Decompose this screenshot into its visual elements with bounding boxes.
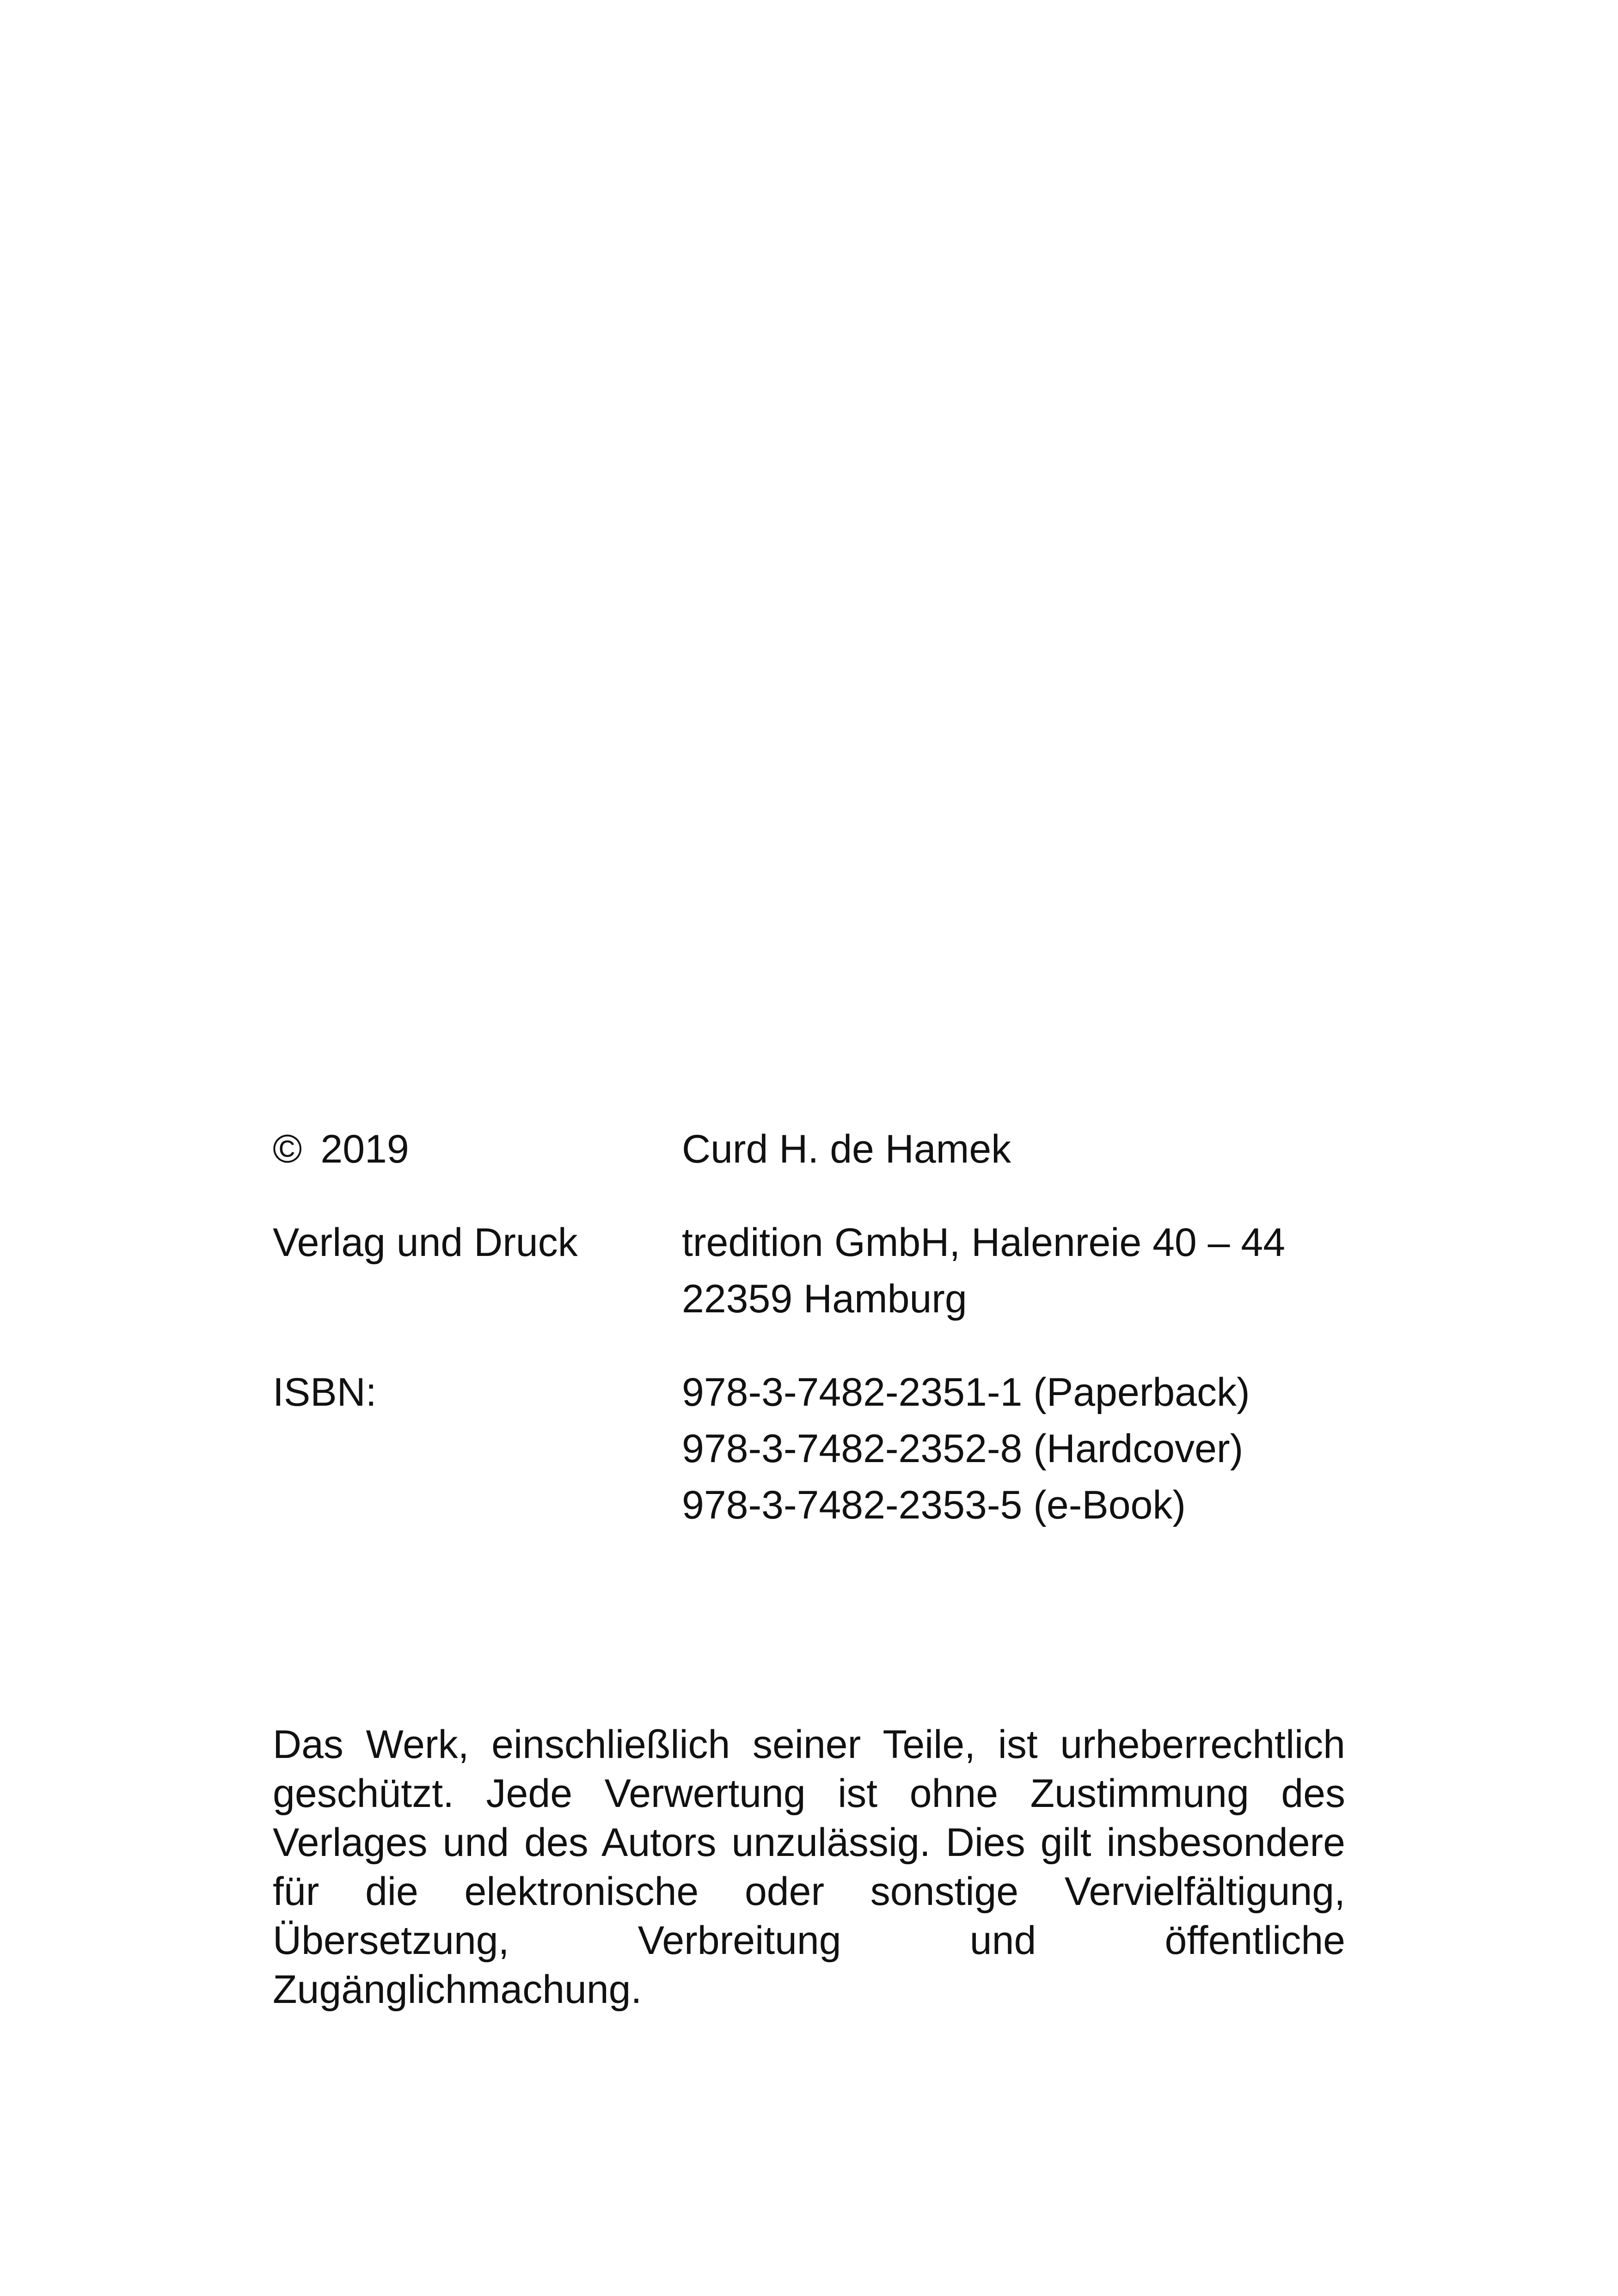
author-name: Curd H. de Hamek [682,1127,1011,1171]
copyright-label [273,1121,409,1177]
isbn-row [273,1364,1345,1533]
publisher-address-line-2: 22359 Hamburg [682,1277,967,1321]
publisher-row [273,1214,1345,1327]
copyright-symbol: © [273,1127,302,1171]
publisher-values [682,1214,1345,1327]
copyright-values [682,1121,1345,1177]
publisher-label: Verlag und Druck [273,1220,578,1265]
copyright-row [273,1121,1345,1177]
copyright-year: 2019 [320,1127,409,1171]
isbn-label: ISBN: [273,1370,377,1414]
isbn-hardcover: 978-3-7482-2352-8 (Hardcover) [682,1427,1244,1471]
isbn-values [682,1364,1345,1533]
isbn-ebook: 978-3-7482-2353-5 (e-Book) [682,1483,1186,1527]
imprint-block [273,1121,1345,1533]
publisher-address-line-1: tredition GmbH, Halenreie 40 – 44 [682,1220,1286,1265]
copyright-notice: Das Werk, einschließlich seiner Teile, ist urheberrechtlich geschützt. Jede Verwertung ist ohne Zustimmung des Verlages und des Autors unzulässig. Dies gilt insbesondere für die elektronische oder sonstige Vervielfältigung, Übersetzung, Verbreitung und öffentliche Zugänglichmachung. [273,1722,1345,2012]
isbn-paperback: 978-3-7482-2351-1 (Paperback) [682,1370,1250,1414]
